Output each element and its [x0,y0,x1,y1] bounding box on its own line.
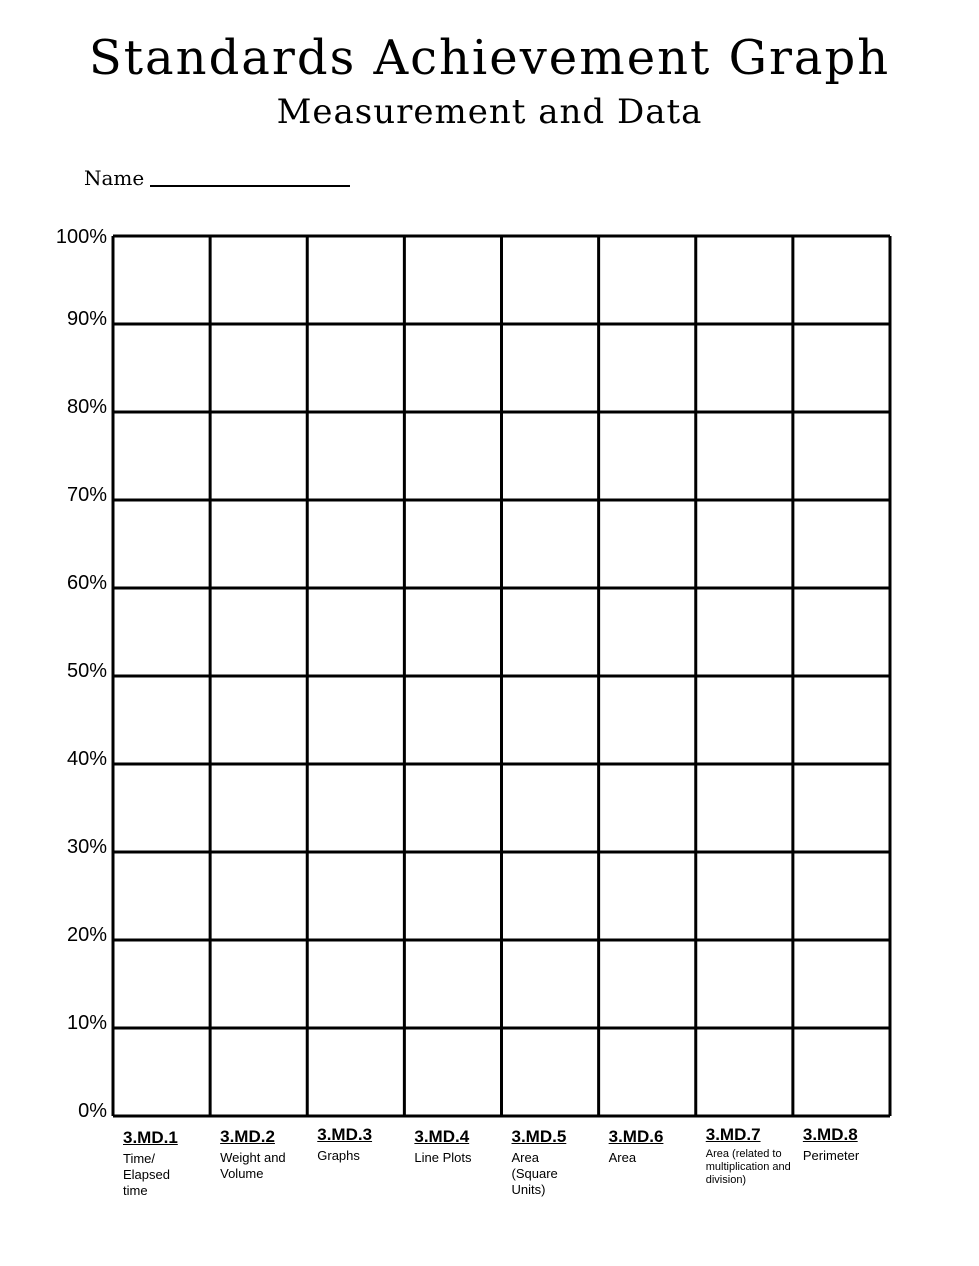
chart-subtitle: Measurement and Data [276,92,703,132]
y-tick-label: 40% [66,748,107,770]
category-description: Perimeter [802,1148,860,1163]
category-code: 3.MD.4 [414,1127,470,1146]
category-label [123,1128,215,1199]
category-code: 3.MD.3 [317,1125,373,1144]
category-label [414,1127,506,1166]
y-tick-label: 100% [55,226,107,248]
category-label [706,1125,798,1187]
y-tick-label: 10% [66,1012,107,1034]
category-description: Area (Square Units) [511,1150,558,1197]
category-label [803,1125,895,1164]
category-description: Line Plots [414,1150,472,1165]
category-code: 3.MD.6 [608,1127,664,1146]
name-label: Name [84,166,145,190]
category-code: 3.MD.8 [802,1125,858,1144]
category-description: Weight and Volume [220,1150,286,1181]
category-code: 3.MD.7 [705,1125,761,1144]
category-code: 3.MD.2 [220,1127,275,1146]
y-tick-label: 60% [66,572,107,594]
category-code: 3.MD.5 [511,1127,567,1146]
y-tick-label: 50% [66,660,107,682]
y-tick-label: 0% [78,1100,107,1122]
category-description: Graphs [317,1148,360,1163]
y-tick-label: 70% [66,484,107,506]
y-tick-label: 20% [66,924,107,946]
y-tick-label: 90% [66,308,107,330]
category-label [220,1127,312,1182]
y-tick-label: 80% [66,396,107,418]
y-tick-label: 30% [66,836,107,858]
category-description: Area [608,1150,637,1165]
category-description: Area (related to multiplication and division) [705,1148,791,1186]
category-description: Time/ Elapsed time [123,1151,170,1198]
category-label [512,1127,604,1198]
category-label [609,1127,701,1166]
category-code: 3.MD.1 [123,1128,178,1147]
category-label [317,1125,409,1164]
chart-title: Standards Achievement Graph [88,30,891,86]
